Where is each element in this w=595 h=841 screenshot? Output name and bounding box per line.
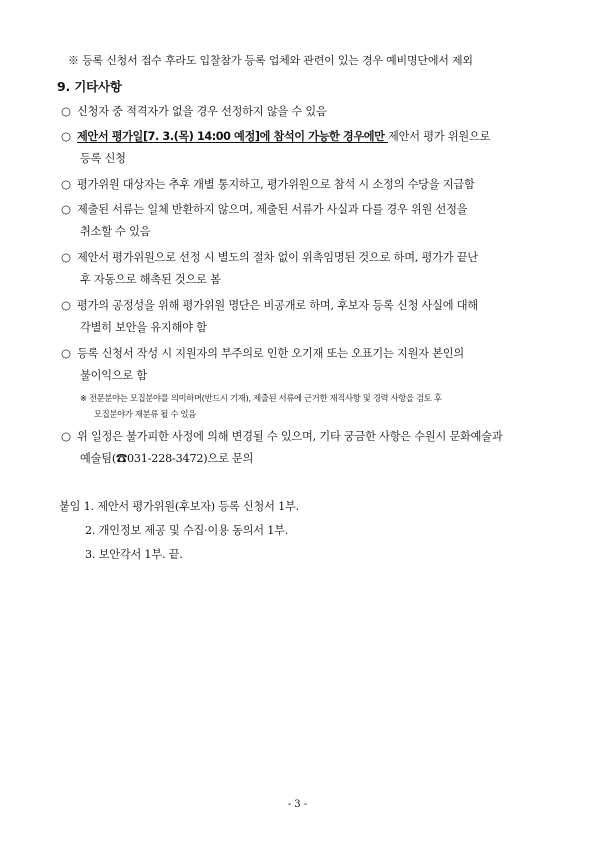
list-item [61,346,464,361]
bullet-marker: ○ [61,202,71,216]
bullet-marker: ○ [61,104,71,118]
list-item [61,202,467,217]
attachment-item: 3. 보안각서 1부. 끝. [85,548,183,561]
item-text: 신청자 중 적격자가 없을 경우 선정하지 않을 수 있음 [77,105,327,118]
item-text: 등록 신청서 작성 시 지원자의 부주의로 인한 오기재 또는 오표기는 지원자 본인의 [77,347,464,360]
section-title: 9. 기타사항 [57,79,122,94]
exclusion-note: ※ 등록 신청서 접수 후라도 입찰참가 등록 업체와 관련이 있는 경우 예비명단에서 제외 [68,54,473,67]
attachment-item: 2. 개인정보 제공 및 수집·이용 동의서 1부. [85,524,289,537]
list-item [61,429,503,444]
page-number: - 3 - [287,799,308,810]
list-item [61,104,327,119]
classification-note: ※ 전문분야는 모집분야를 의미하며(반드시 기재), 제출된 서류에 근거한 재직사항 및 경력 사항을 검토 후 [80,393,442,403]
item-text: 제안서 평가위원으로 선정 시 별도의 절차 없이 위촉임명된 것으로 하며, 평가가 끝난 [77,251,478,264]
attachment-line [59,500,299,514]
bullet-marker: ○ [61,346,71,360]
item-continuation: 후 자동으로 해촉된 것으로 봄 [80,273,221,286]
item-continuation: 각별히 보안을 유지해야 함 [80,321,207,334]
list-item [61,129,490,144]
bullet-marker: ○ [61,129,71,143]
item-continuation: 취소할 수 있음 [80,225,151,238]
evaluation-date-emphasis: 제안서 평가일[7. 3.(목) 14:00 예정]에 참석이 가능한 경우에만 [77,130,389,143]
item-text: 평가위원 대상자는 추후 개별 통지하고, 평가위원으로 참석 시 소정의 수당을 지급함 [77,178,475,191]
bullet-marker: ○ [61,298,71,312]
item-text: 제출된 서류는 일체 반환하지 않으며, 제출된 서류가 사실과 다를 경우 위원 선정을 [77,203,468,216]
list-item [61,298,478,313]
bullet-marker: ○ [61,429,71,443]
item-continuation: 예술팀(☎031-228-3472)으로 문의 [80,452,254,465]
attachment-item: 1. 제안서 평가위원(후보자) 등록 신청서 1부. [83,500,299,513]
item-text: 위 일정은 불가피한 사정에 의해 변경될 수 있으며, 기타 궁금한 사항은 수원시 문화예술과 [77,430,503,443]
item-continuation: 등록 신청 [80,152,126,165]
bullet-marker: ○ [61,250,71,264]
item-text: 제안서 평가 위원으로 [388,130,491,143]
item-text: 평가의 공정성을 위해 평가위원 명단은 비공개로 하며, 후보자 등록 신청 사실에 대해 [77,299,478,312]
item-continuation: 불이익으로 함 [80,369,147,382]
attachment-lead: 붙임 [59,500,81,513]
bullet-marker: ○ [61,177,71,191]
classification-note-continuation: 모집분야가 재분류 될 수 있음 [94,409,196,419]
list-item [61,177,475,192]
list-item [61,250,478,265]
